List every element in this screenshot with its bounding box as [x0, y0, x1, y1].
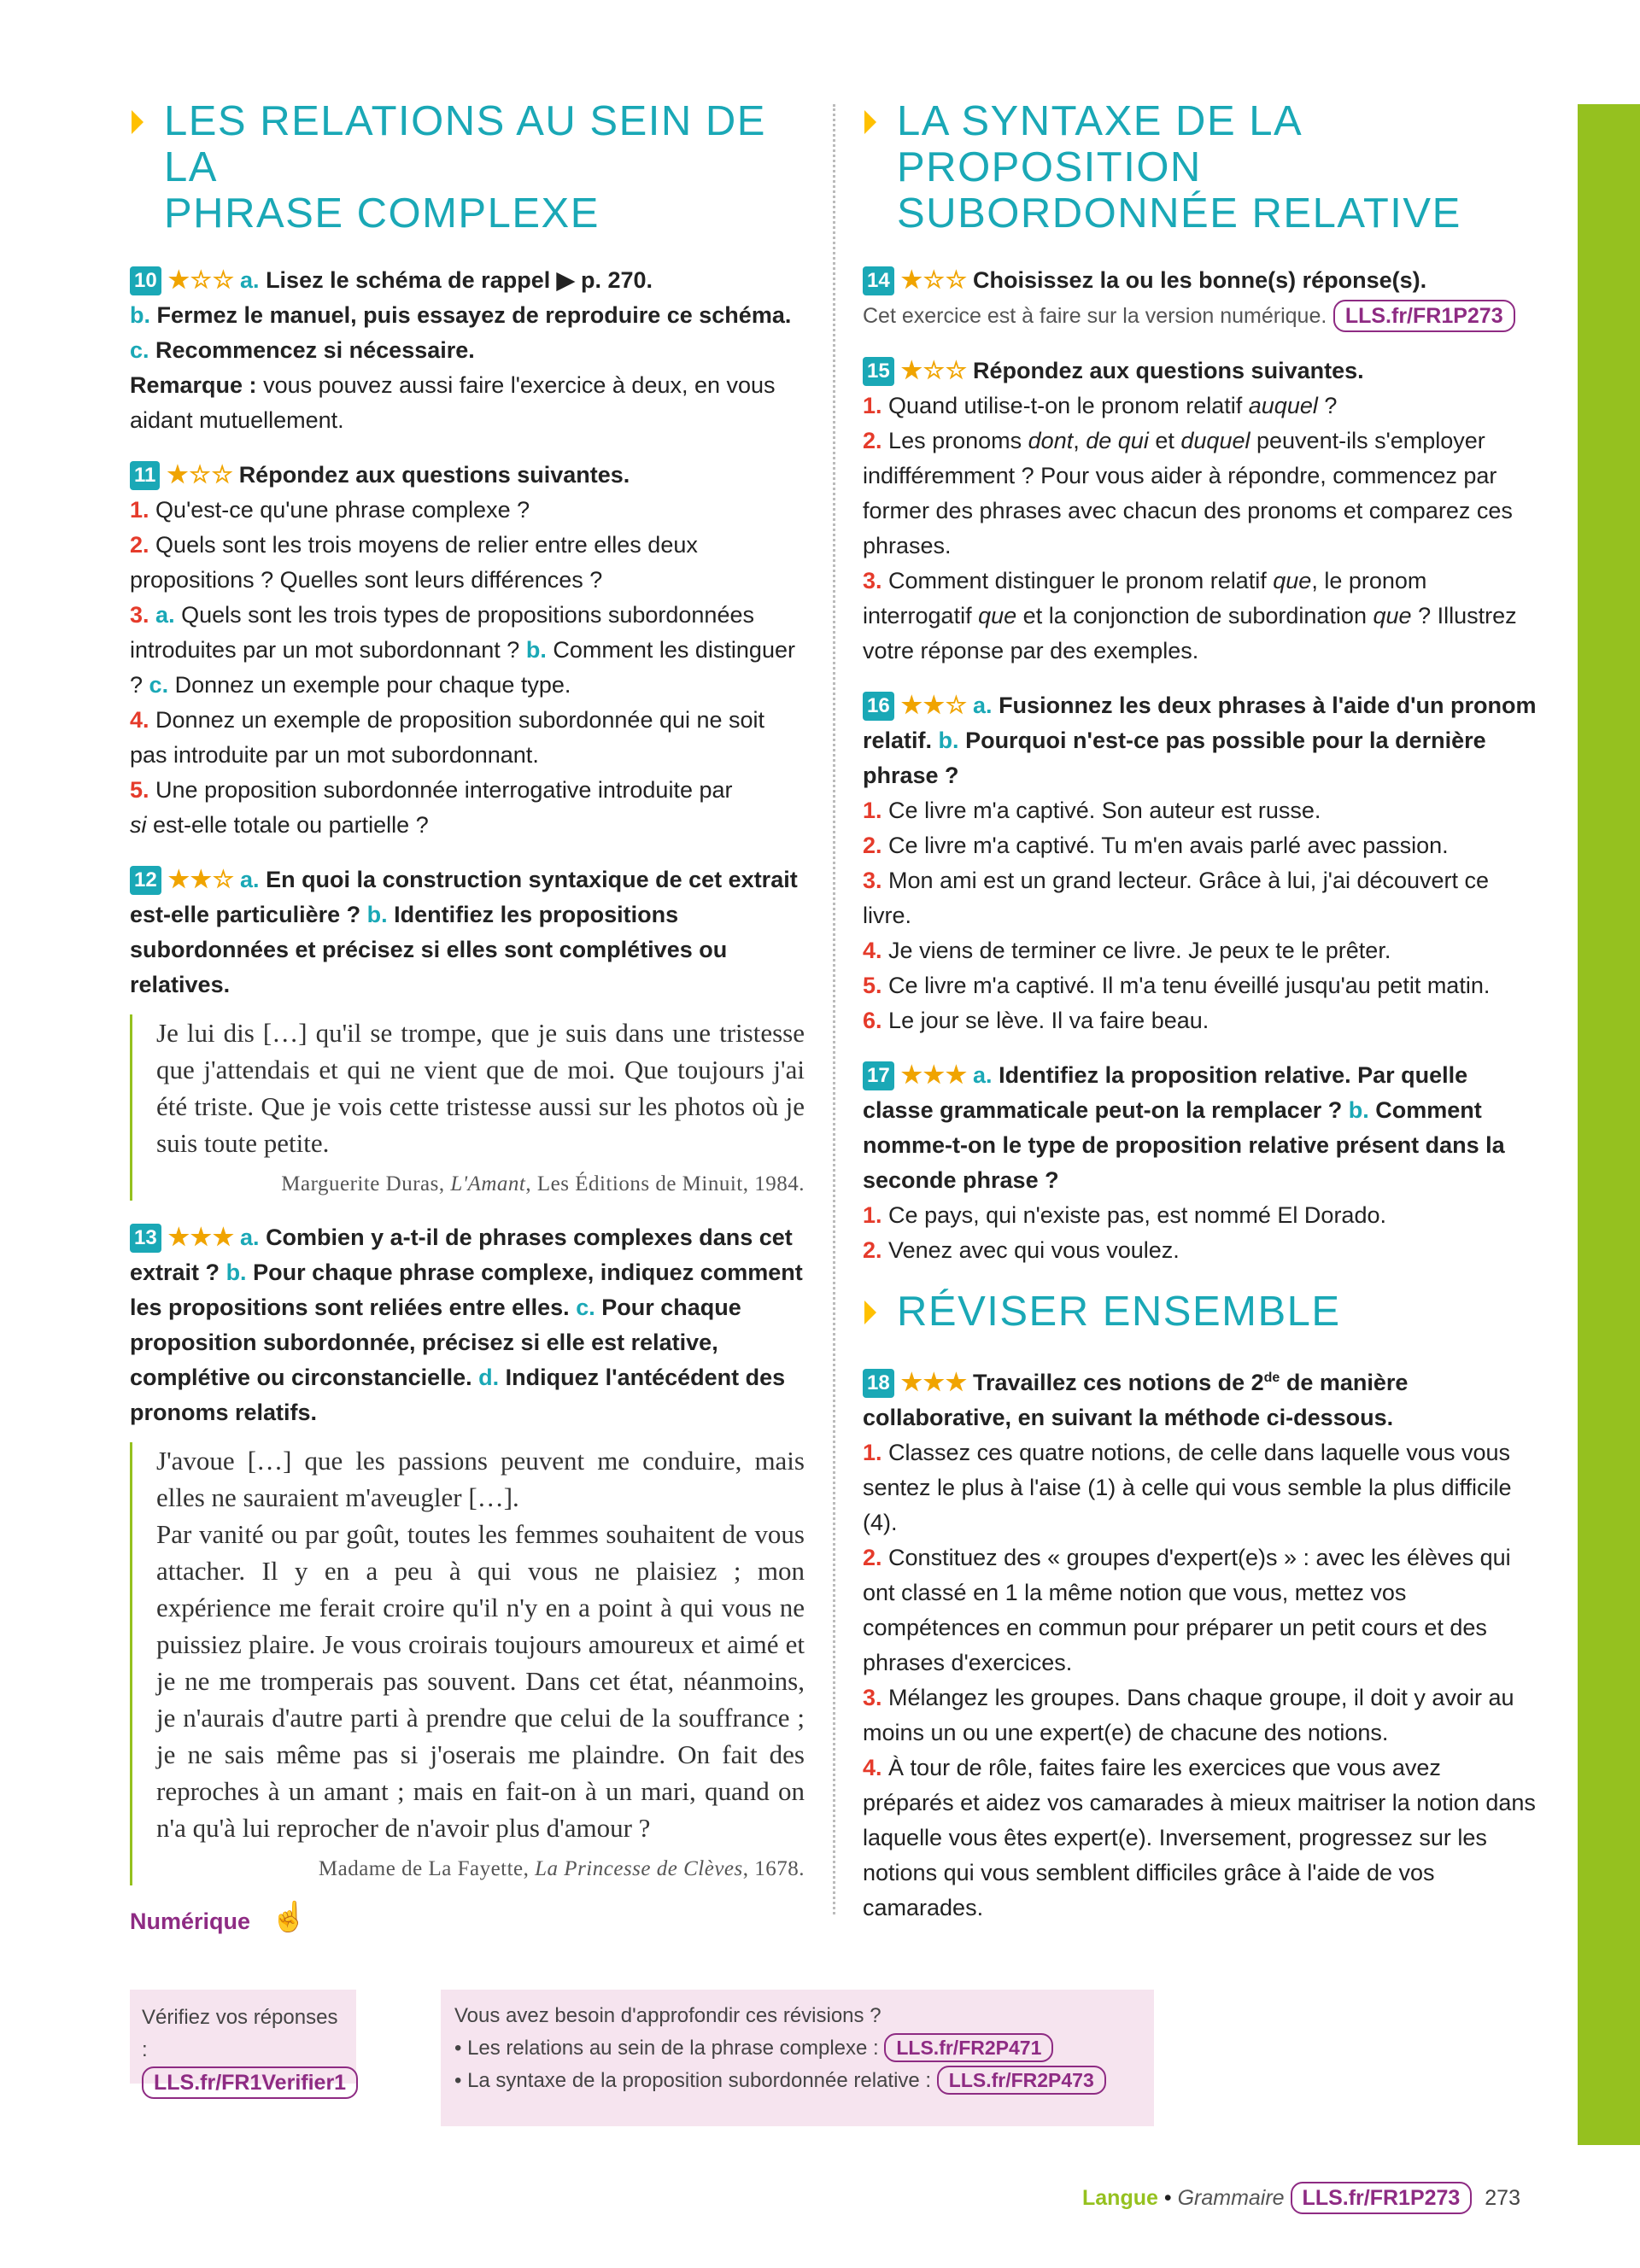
exercise-number: 11 — [130, 461, 160, 490]
section-marker-icon — [864, 1301, 876, 1324]
exercise-11: 11 ★☆☆ Répondez aux questions suivantes. 1. Qu'est-ce qu'une phrase complexe ? 2. Quels sont les trois moyens de relier entre elles deux propositions ? Quelles sont leurs différences ? 3. a. Quels sont les trois types de propositions subordonnées introduites par un mot subordonnant ? b. Comment les distinguer ? c. Donnez un exemple pour chaque type. 4. Donnez un exemple de proposition subordonnée qui ne soit pas introduite par un mot subordonnant. 5. Une proposition subordonnée interrogative introduite par si est-elle totale ou partielle ? — [130, 461, 795, 838]
exercise-number: 16 — [863, 692, 894, 721]
exercise-number: 18 — [863, 1369, 894, 1398]
list-item: 1. Classez ces quatre notions, de celle dans laquelle vous vous sentez le plus à l'aise (1) à celle qui vous semble la plus difficile (4). — [863, 1440, 1512, 1535]
revision-link-1[interactable]: LLS.fr/FR2P471 — [884, 2033, 1053, 2062]
exercise-12: 12 ★★☆ a. En quoi la construction syntaxique de cet extrait est-elle particulière ? b. Identifiez les propositions subordonnées et précisez si elles sont complétives ou relatives. Je lui dis […] qu'il se trompe, que je suis dans une tristesse que j'attendais et qui ne vient que de moi. Que toujours j'ai été triste. Que je vois cette tristesse aussi sur les photos où je suis toute petite. Marguerite Duras, L'Amant, Les Éditions de Minuit, 1984. — [130, 862, 805, 1201]
page-footer: Langue • Grammaire LLS.fr/FR1P273 273 — [1082, 2182, 1520, 2214]
section-marker-icon — [132, 110, 144, 134]
pointing-hand-icon: ☝ — [271, 1901, 308, 1933]
difficulty-stars-icon: ★☆☆ — [167, 461, 234, 488]
section-title-reviser: RÉVISER ENSEMBLE — [863, 1289, 1538, 1335]
list-item: 1. Ce livre m'a captivé. Son auteur est russe. — [863, 798, 1321, 823]
verify-box: Vérifiez vos réponses : LLS.fr/FR1Verifier1 — [130, 1990, 356, 2084]
column-divider — [833, 104, 835, 1914]
exercise-14: 14 ★☆☆ Choisissez la ou les bonne(s) réponse(s). Cet exercice est à faire sur la version numérique. LLS.fr/FR1P273 — [863, 262, 1538, 334]
list-item: 4. Je viens de terminer ce livre. Je peux te le prêter. — [863, 938, 1391, 963]
left-column — [130, 98, 805, 1904]
list-item: 6. Le jour se lève. Il va faire beau. — [863, 1008, 1210, 1033]
list-item: 3. Mon ami est un grand lecteur. Grâce à lui, j'ai découvert ce livre. — [863, 868, 1490, 928]
exercise-17: 17 ★★★ a. Identifiez la proposition relative. Par quelle classe grammaticale peut-on la remplacer ? b. Comment nomme-t-on le type de proposition relative présent dans la seconde phrase ? 1. Ce pays, qui n'existe pas, est nommé El Dorado. 2. Venez avec qui vous voulez. — [863, 1057, 1538, 1268]
list-item: 2. Venez avec qui vous voulez. — [863, 1237, 1180, 1263]
exercise-number: 14 — [863, 266, 894, 295]
exercise-number: 17 — [863, 1061, 894, 1090]
quote-source: Madame de La Fayette, La Princesse de Clèves, 1678. — [318, 1857, 805, 1880]
right-column — [863, 98, 1538, 1944]
literary-quote: Je lui dis […] qu'il se trompe, que je suis dans une tristesse que j'attendais et qui ne vient que de moi. Que toujours j'ai été triste. Que je vois cette tristesse aussi sur les photos où je suis toute petite. Marguerite Duras, L'Amant, Les Éditions de Minuit, 1984. — [130, 1014, 805, 1201]
section-title-syntaxe: LA SYNTAXE DE LA PROPOSITION SUBORDONNÉE RELATIVE — [863, 98, 1538, 237]
literary-quote: J'avoue […] que les passions peuvent me conduire, mais elles ne sauraient m'aveugler […]. Par vanité ou par goût, toutes les femmes souhaitent de vous attacher. Il y en a peu à qui vous ne plaisiez ; mon expérience me ferait croire qu'il n'y en a point à qui vous ne puissiez plaire. Je vous croirais toujours amoureux et aimé et je ne me tromperais pas souvent. Dans cet état, néanmoins, je n'aurais d'autre parti à prendre que celui de la souffrance ; je ne sais même pas si j'oserais me plaindre. On fait des reproches à un amant ; mais en fait-on à un mari, quand on n'a qu'à lui reprocher de n'avoir plus d'amour ? Madame de La Fayette, La Princesse de Clèves, 1678. — [130, 1442, 805, 1885]
difficulty-stars-icon: ★★☆ — [167, 866, 236, 892]
section-title-relations: LES RELATIONS AU SEIN DE LA PHRASE COMPLEXE — [130, 98, 805, 237]
exercise-18: 18 ★★★ Travaillez ces notions de 2de de manière collaborative, en suivant la méthode ci-dessous. 1. Classez ces quatre notions, de celle dans laquelle vous vous sentez le plus à l'aise (1) à celle qui vous semble la plus difficile (4). 2. Constituez des « groupes d'expert(e)s » : avec les élèves qui ont classé en 1 la même notion que vous, mettez vos compétences en commun pour préparer un petit cours et des phrases d'exercices. 3. Mélangez les groupes. Dans chaque groupe, il doit y avoir au moins un ou une expert(e) de chacune des notions. 4. À tour de rôle, faites faire les exercices que vous avez préparés et aidez vos camarades à mieux maitriser la notion dans laquelle vous êtes expert(e). Inversement, progressez sur les notions qui vous semblent difficiles grâce à l'aide de vos camarades. — [863, 1360, 1538, 1926]
numerique-label: Numérique — [130, 1909, 251, 1934]
difficulty-stars-icon: ★★☆ — [900, 692, 969, 718]
revision-box: Vous avez besoin d'approfondir ces révisions ? • Les relations au sein de la phrase complexe : LLS.fr/FR2P471 • La syntaxe de la proposition subordonnée relative : LLS.fr/FR2P473 — [441, 1990, 1154, 2126]
revision-link-2[interactable]: LLS.fr/FR2P473 — [937, 2066, 1106, 2095]
exercise-number: 10 — [130, 266, 161, 295]
exercise-13: 13 ★★★ a. Combien y a-t-il de phrases complexes dans cet extrait ? b. Pour chaque phrase complexe, indiquez comment les propositions sont reliées entre elles. c. Pour chaque proposition subordonnée, précisez si elle est relative, complétive ou circonstancielle. d. Indiquez l'antécédent des pronoms relatifs. J'avoue […] que les passions peuvent me conduire, mais elles ne sauraient m'aveugler […]. Par vanité ou par goût, toutes les femmes souhaitent de vous attacher. Il y en a peu à qui vous ne plaisiez ; mon expérience me ferait croire qu'il n'y en a point à qui vous ne puissiez plaire. Je vous croirais toujours amoureux et aimé et je ne me tromperais pas souvent. Dans cet état, néanmoins, je n'aurais d'autre parti à prendre que celui de la souffrance ; je ne sais même pas si j'oserais me plaindre. On fait des reproches à un amant ; mais en fait-on à un mari, quand on n'a qu'à lui reprocher de n'avoir plus d'amour ? Madame de La Fayette, La Princesse de Clèves, 1678. — [130, 1219, 805, 1885]
exercise-number: 12 — [130, 866, 161, 895]
quote-source: Marguerite Duras, L'Amant, Les Éditions de Minuit, 1984. — [281, 1172, 805, 1195]
page-number: 273 — [1485, 2186, 1520, 2210]
list-item: 2. Ce livre m'a captivé. Tu m'en avais parlé avec passion. — [863, 833, 1449, 858]
verify-link[interactable]: LLS.fr/FR1Verifier1 — [142, 2066, 358, 2099]
list-item: 1. Ce pays, qui n'existe pas, est nommé El Dorado. — [863, 1202, 1386, 1228]
exercise-15: 15 ★☆☆ Répondez aux questions suivantes. 1. Quand utilise-t-on le pronom relatif auquel ? 2. Les pronoms dont, de qui et duquel peuvent-ils s'employer indifféremment ? Pour vous aider à répondre, commencez par former des phrases avec chacun des pronoms et comparez ces phrases. 3. Comment distinguer le pronom relatif que, le pronom interrogatif que et la conjonction de subordination que ? Illustrez votre réponse par des exemples. — [863, 357, 1517, 663]
digital-link[interactable]: LLS.fr/FR1P273 — [1333, 300, 1515, 332]
difficulty-stars-icon: ★☆☆ — [900, 266, 969, 293]
section-marker-icon — [864, 110, 876, 134]
list-item: 2. Constituez des « groupes d'expert(e)s » : avec les élèves qui ont classé en 1 la même notion que vous, mettez vos compétences en commun pour préparer un petit cours et des phrases d'exercices. — [863, 1545, 1511, 1675]
list-item: 4. À tour de rôle, faites faire les exercices que vous avez préparés et aidez vos camarades à mieux maitriser la notion dans laquelle vous êtes expert(e). Inversement, progressez sur les notions qui vous semblent difficiles grâce à l'aide de vos camarades. — [863, 1755, 1536, 1920]
list-item: 5. Ce livre m'a captivé. Il m'a tenu éveillé jusqu'au petit matin. — [863, 973, 1491, 998]
page-edge-bar — [1578, 104, 1640, 2145]
difficulty-stars-icon: ★☆☆ — [167, 266, 236, 293]
difficulty-stars-icon: ★★★ — [900, 1369, 969, 1395]
exercise-16: 16 ★★☆ a. Fusionnez les deux phrases à l'aide d'un pronom relatif. b. Pourquoi n'est-ce pas possible pour la dernière phrase ? 1. Ce livre m'a captivé. Son auteur est russe. 2. Ce livre m'a captivé. Tu m'en avais parlé avec passion. 3. Mon ami est un grand lecteur. Grâce à lui, j'ai découvert ce livre. 4. Je viens de terminer ce livre. Je peux te le prêter. 5. Ce livre m'a captivé. Il m'a tenu éveillé jusqu'au petit matin. 6. Le jour se lève. Il va faire beau. — [863, 687, 1538, 1038]
list-item: 3. Mélangez les groupes. Dans chaque groupe, il doit y avoir au moins un ou une expert(e) de chacune des notions. — [863, 1685, 1514, 1745]
difficulty-stars-icon: ★☆☆ — [900, 357, 969, 383]
footer-link[interactable]: LLS.fr/FR1P273 — [1291, 2182, 1473, 2214]
exercise-number: 15 — [863, 357, 894, 386]
exercise-number: 13 — [130, 1224, 161, 1253]
difficulty-stars-icon: ★★★ — [167, 1224, 236, 1250]
difficulty-stars-icon: ★★★ — [900, 1061, 969, 1088]
exercise-10: 10 ★☆☆ a. Lisez le schéma de rappel ▶ p. 270. b. Fermez le manuel, puis essayez de reproduire ce schéma. c. Recommencez si nécessaire. Remarque : vous pouvez aussi faire l'exercice à deux, en vous aidant mutuellement. — [130, 266, 792, 433]
